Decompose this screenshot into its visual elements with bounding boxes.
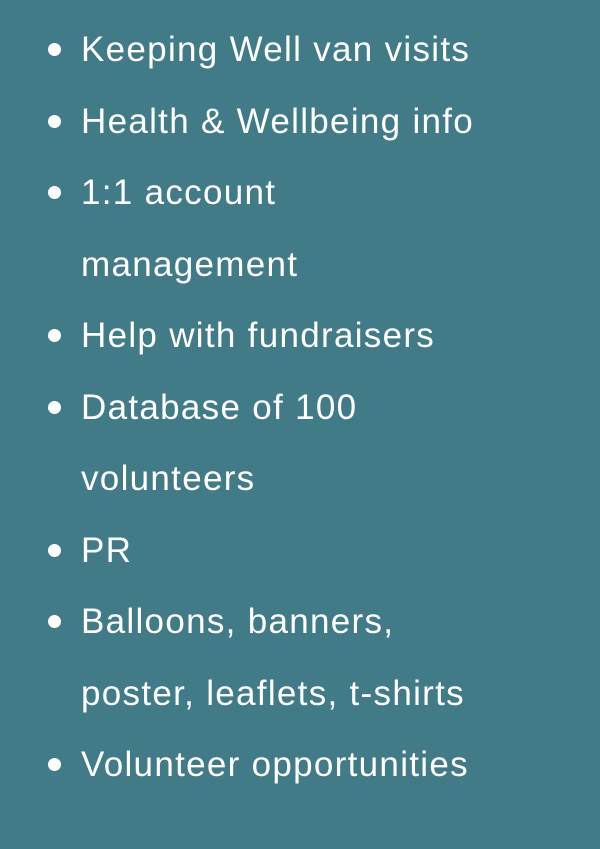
- bullet-dot-icon: [48, 43, 61, 56]
- bullet-dot-icon: [48, 615, 61, 628]
- services-bullet-list: [0, 14, 600, 801]
- bullet-dot-icon: [48, 115, 61, 128]
- bullet-dot-icon: [48, 544, 61, 557]
- list-item: [0, 300, 600, 372]
- list-item-text: Balloons, banners, poster, leaflets, t-shirts: [81, 602, 465, 713]
- list-item-text: Database of 100 volunteers: [81, 387, 358, 498]
- list-item: [0, 586, 600, 729]
- list-item-text: Volunteer opportunities: [81, 745, 469, 784]
- bullet-dot-icon: [48, 758, 61, 771]
- list-item-text: PR: [81, 530, 133, 570]
- list-item: [0, 515, 600, 587]
- list-item: [0, 14, 600, 86]
- list-item: [0, 372, 600, 515]
- list-item-text: 1:1 account management: [81, 173, 299, 284]
- list-item: [0, 157, 600, 300]
- list-item: [0, 86, 600, 158]
- bullet-dot-icon: [48, 329, 61, 342]
- list-item-text: Health & Wellbeing info: [81, 101, 475, 141]
- bullet-dot-icon: [48, 401, 61, 414]
- list-item-text: Help with fundraisers: [81, 316, 436, 355]
- list-item: [0, 729, 600, 801]
- list-item-text: Keeping Well van visits: [81, 30, 471, 69]
- bullet-dot-icon: [48, 186, 61, 199]
